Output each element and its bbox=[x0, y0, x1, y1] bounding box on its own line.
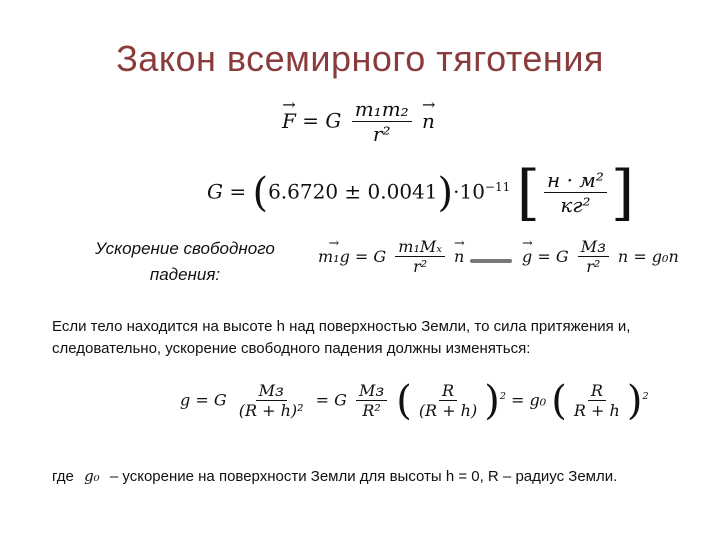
G-exponent: −11 bbox=[484, 179, 511, 194]
accel-numerator: Mз bbox=[578, 238, 609, 257]
weight-fraction bbox=[395, 238, 445, 277]
G-lhs: G = bbox=[207, 179, 247, 204]
height-eq2: = G bbox=[315, 390, 347, 410]
G-power: ·10 bbox=[453, 179, 485, 204]
accel-rest: n = g₀n bbox=[617, 246, 679, 266]
height-fraction-4: $\frac{R}{R + h}$ bbox=[573, 380, 620, 421]
G-unit-numerator: н · м² bbox=[544, 169, 607, 193]
force-numerator: m₁m₂ bbox=[352, 98, 412, 122]
accel-denominator: r² bbox=[586, 257, 601, 277]
weight-numerator: m₁Mₓ bbox=[395, 238, 445, 257]
footnote-prefix: где bbox=[52, 468, 74, 485]
footnote-symbol: g₀ bbox=[84, 467, 100, 485]
accel-lhs: → g bbox=[522, 247, 532, 266]
G-value: 6.6720 ± 0.0041 bbox=[268, 179, 438, 204]
weight-eq: = G bbox=[354, 246, 387, 266]
force-G: G bbox=[325, 108, 342, 133]
force-eq: = bbox=[302, 108, 320, 133]
height-fraction-1: $\frac{Mз}{\text{(R + h)²}}$ bbox=[238, 380, 304, 421]
accel-eq: = G bbox=[537, 246, 569, 266]
height-eq3: = g₀ bbox=[511, 390, 547, 410]
weight-unit-vector: → n bbox=[454, 247, 464, 266]
force-symbol: → F bbox=[282, 109, 296, 133]
weight-denominator: r² bbox=[413, 257, 428, 277]
implies-arrow bbox=[470, 259, 512, 263]
formula-weight bbox=[318, 238, 464, 277]
force-fraction bbox=[352, 98, 412, 146]
footnote bbox=[52, 466, 692, 488]
weight-lhs: → m₁g bbox=[318, 247, 350, 266]
force-denominator: r² bbox=[372, 122, 391, 146]
formula-height: g = G $\frac{Mз}{\text{(R + h)²}}$ = G $\frac{Mз}{\text{R²}}$ ( $\frac{R}{(R + h)}$ )$^2$ = g₀ ( $\frac{R}{R + h}$ )$^2$ bbox=[180, 378, 649, 424]
height-paragraph: Если тело находится на высоте h над поверхностью Земли, то сила притяжения и, следовательно, ускорение свободного падения должны изменяться: bbox=[52, 318, 631, 357]
acceleration-label: Ускорение свободного падения: bbox=[95, 239, 275, 284]
accel-fraction bbox=[578, 238, 609, 277]
height-fraction-3: $\frac{R}{(R + h)}$ bbox=[418, 380, 478, 421]
height-exp-1: 2 bbox=[499, 391, 506, 403]
formula-acceleration bbox=[522, 238, 679, 277]
page-title: Закон всемирного тяготения bbox=[116, 38, 604, 79]
formula-gravitational-constant: $G = (6.6720 \pm 0.0041)\cdot 10^{-11}$ [ $\frac{\text{н · м²}}{\text{кг²}}$ ] bbox=[207, 158, 635, 228]
height-fraction-2: $\frac{Mз}{\text{R²}}$ bbox=[356, 382, 387, 421]
height-g: g = G bbox=[180, 390, 227, 410]
G-unit-denominator: кг² bbox=[560, 193, 591, 217]
G-unit bbox=[544, 169, 607, 217]
formula-force bbox=[282, 98, 435, 146]
force-unit-vector: → n bbox=[422, 109, 435, 133]
height-exp-2: 2 bbox=[642, 391, 649, 403]
footnote-text: – ускорение на поверхности Земли для высоты h = 0, R – радиус Земли. bbox=[109, 468, 618, 485]
